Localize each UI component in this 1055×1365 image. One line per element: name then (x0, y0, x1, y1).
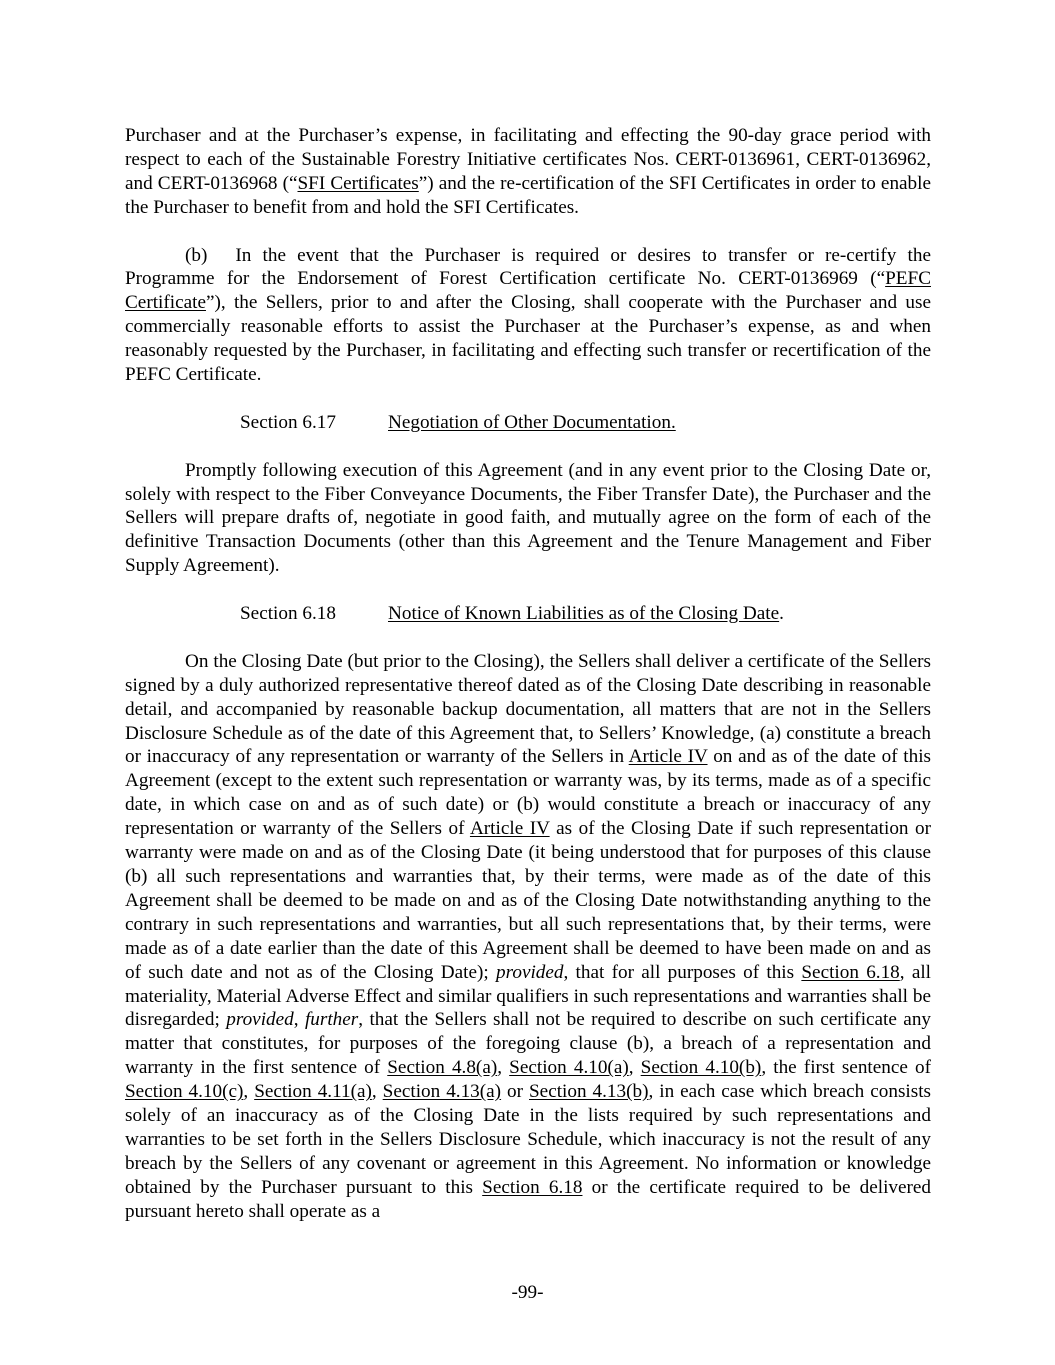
cross-reference-link: Section 4.10(a) (509, 1057, 629, 1079)
cross-reference-link: Section 6.18 (801, 961, 900, 983)
cross-reference-link: Section 4.8(a) (387, 1057, 498, 1079)
defined-term-pefc-certificate: PEFC Certificate (125, 268, 931, 314)
defined-term-sfi-certificates: SFI Certificates (297, 172, 419, 194)
section-title: Negotiation of Other Documentation. (388, 411, 676, 433)
italic-term: provided (226, 1009, 294, 1031)
paragraph-pefc-certificate: (b) In the event that the Purchaser is required or desires to transfer or re-certify the Programme for the Endorsement of Forest Certification certificate No. CERT-0136969 (“PEFC Certificate”), the Sellers, prior to and after the Closing, shall cooperate with the Purchaser and use commercially reasonable efforts to assist the Purchaser at the Purchaser’s expense, as and when reasonably requested by the Purchaser, in facilitating and effecting such transfer or recertification of the PEFC Certificate. (125, 244, 931, 386)
paragraph-negotiation: Promptly following execution of this Agreement (and in any event prior to the Closing Date or, solely with respect to the Fiber Conveyance Documents, the Fiber Transfer Date), the Purchaser and the Sellers will prepare drafts of, negotiate in good faith, and mutually agree on the form of each of the definitive Transaction Documents (other than this Agreement and the Tenure Management and Fiber Supply Agreement). (125, 459, 931, 577)
cross-reference-link: Section 4.10(b) (640, 1057, 762, 1079)
italic-term: further (304, 1009, 359, 1031)
cross-reference-link: Section 4.10(c) (125, 1081, 244, 1103)
cross-reference-link: Article IV (469, 818, 550, 840)
clause-label-b: (b) (185, 244, 208, 266)
document-page (125, 124, 931, 1224)
section-title: Notice of Known Liabilities as of the Closing Date (388, 603, 780, 625)
cross-reference-link: Article IV (628, 746, 708, 768)
section-heading-6-17 (125, 411, 931, 435)
cross-reference-link: Section 4.13(b) (529, 1081, 649, 1103)
page-number: -99- (511, 1282, 544, 1303)
section-heading-6-18: Section 6.18 Notice of Known Liabilities as of the Closing Date. (240, 603, 784, 625)
section-number: Section 6.18 (240, 603, 336, 625)
cross-reference-link: Section 6.18 (482, 1176, 583, 1198)
cross-reference-link: Section 4.13(a) (382, 1081, 502, 1103)
section-number: Section 6.17 (240, 411, 336, 433)
paragraph-notice-of-liabilities: On the Closing Date (but prior to the Closing), the Sellers shall deliver a certificate of the Sellers signed by a duly authorized representative thereof dated as of the Closing Date describing in reasonable detail, and accompanied by reasonable backup documentation, all matters that are not in the Sellers Disclosure Schedule as of the date of this Agreement that, to Sellers’ Knowledge, (a) constitute a breach or inaccuracy of any representation or warranty of the Sellers in Article IV on and as of the date of this Agreement (except to the extent such representation or warranty was, by its terms, made as of a specific date, in which case on and as of such date) or (b) would constitute a breach or inaccuracy of any representation or warranty of the Sellers of Article IV as of the Closing Date if such representation or warranty were made on and as of the Closing Date (it being understood that for purposes of this clause (b) all such representations and warranties that, by their terms, were made as of the date of this Agreement shall be deemed to be made on and as of the Closing Date notwithstanding anything to the contrary in such representations and warranties, but all such representations that, by their terms, were made as of a date earlier than the date of this Agreement shall be deemed to have been made on and as of such date and not as of the Closing Date); provided, that for all purposes of this Section 6.18, all materiality, Material Adverse Effect and similar qualifiers in such representations and warranties shall be disregarded; provided, further, that the Sellers shall not be required to describe on such certificate any matter that constitutes, for purposes of the foregoing clause (b), a breach of a representation and warranty in the first sentence of Section 4.8(a), Section 4.10(a), Section 4.10(b), the first sentence of Section 4.10(c), Section 4.11(a), Section 4.13(a) or Section 4.13(b), in each case which breach consists solely of an inaccuracy as of the Closing Date in the lists required by such representations and warranties to be set forth in the Sellers Disclosure Schedule, which inaccuracy is not the result of any breach by the Sellers of any covenant or agreement in this Agreement. No information or knowledge obtained by the Purchaser pursuant to this Section 6.18 or the certificate required to be delivered pursuant hereto shall operate as a (125, 650, 932, 1222)
cross-reference-link: Section 4.11(a) (254, 1081, 372, 1103)
paragraph-sfi-certificates: Purchaser and at the Purchaser’s expense, in facilitating and effecting the 90-day grace period with respect to each of the Sustainable Forestry Initiative certificates Nos. CERT-0136961, CERT-0136962, and CERT-0136968 (“SFI Certificates”) and the re-certification of the SFI Certificates in order to enable the Purchaser to benefit from and hold the SFI Certificates. (125, 125, 931, 218)
italic-term: provided (496, 961, 564, 983)
